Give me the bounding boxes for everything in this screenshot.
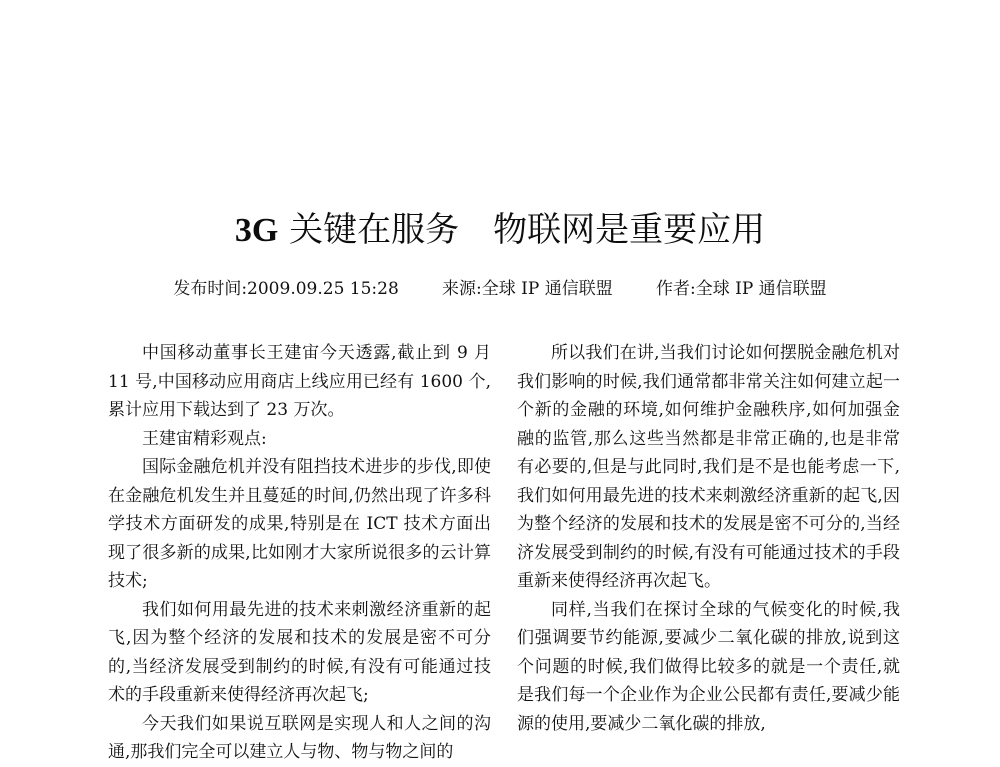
title-prefix: 3G [234, 212, 279, 249]
paragraph: 我们如何用最先进的技术来刺激经济重新的起飞,因为整个经济的发展和技术的发展是密不可分的,当经济发展受到制约的时候,有没有可能通过技术的手段重新来使得经济再次起飞; [108, 599, 491, 705]
publish-time: 发布时间:2009.09.25 15:28 [173, 279, 399, 299]
paragraph: 所以我们在讲,当我们讨论如何摆脱金融危机对我们影响的时候,我们通常都非常关注如何建立起一个新的金融的环境,如何维护金融秩序,如何加强金融的监管,那么这些当然都是非常正确的,也是非常有必要的,但是与此同时,我们是不是也能考虑一下,我们如何用最先进的技术来刺激经济重新的起飞,因为整个经济的发展和技术的发展是密不可分的,当经济发展受到制约的时候,有没有可能通过技术的手段重新来使得经济再次起飞。 [517, 343, 900, 591]
paragraph: 今天我们如果说互联网是实现人和人之间的沟通,那我们完全可以建立人与物、物与物之间的 [108, 713, 491, 762]
article-title [0, 206, 1000, 255]
article-meta [0, 276, 1000, 302]
paragraph: 中国移动董事长王建宙今天透露,截止到 9 月 11 号,中国移动应用商店上线应用已经有 1600 个,累计应用下载达到了 23 万次。 [108, 343, 491, 420]
paragraph: 国际金融危机并没有阻挡技术进步的步伐,即使在金融危机发生并且蔓延的时间,仍然出现了许多科学技术方面研发的成果,特别是在 ICT 技术方面出现了很多新的成果,比如刚才大家所说很多的云计算技术; [108, 457, 491, 591]
paragraph: 王建宙精彩观点: [142, 428, 267, 449]
left-column [108, 339, 491, 767]
title-text: 关键在服务 物联网是重要应用 [278, 210, 766, 250]
paragraph: 同样,当我们在探讨全球的气候变化的时候,我们强调要节约能源,要减少二氧化碳的排放,说到这个问题的时候,我们做得比较多的就是一个责任,就是我们每一个企业作为企业公民都有责任,要减少能源的使用,要减少二氧化碳的排放, [517, 599, 900, 734]
source: 来源:全球 IP 通信联盟 [442, 279, 613, 299]
right-column [517, 339, 900, 738]
author: 作者:全球 IP 通信联盟 [655, 279, 827, 299]
